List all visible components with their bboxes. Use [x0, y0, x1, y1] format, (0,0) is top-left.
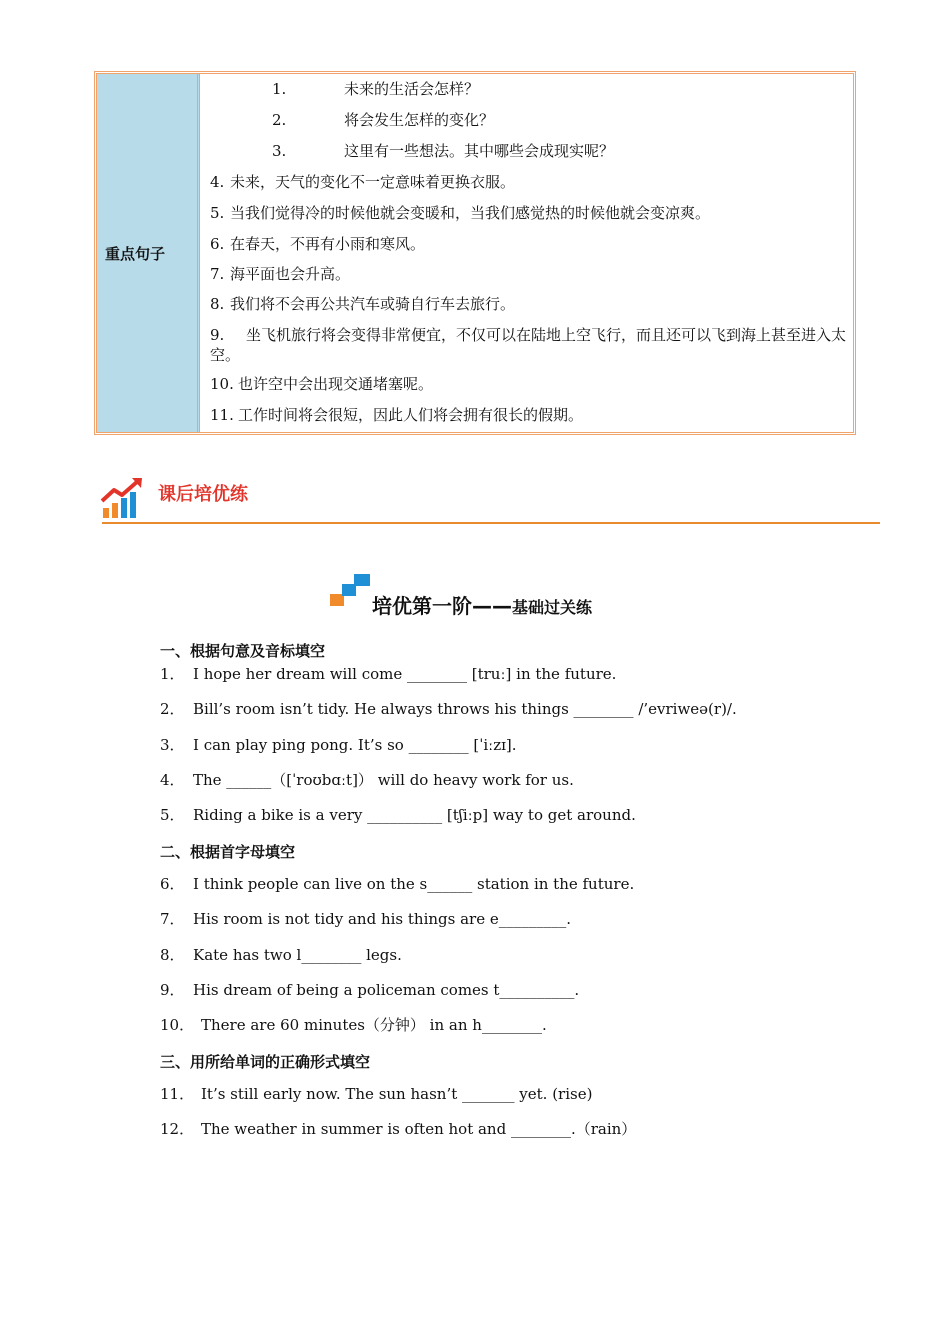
- question: 10． There are 60 minutes（分钟） in an h________.: [160, 1016, 547, 1034]
- key-sentence: 5. 当我们觉得冷的时候他就会变暖和，当我们感觉热的时候他就会变凉爽。: [210, 204, 711, 222]
- stairs-icon: [328, 572, 372, 608]
- key-sentence: 9. 坐飞机旅行将会变得非常便宜，不仅可以在陆地上空飞行，而且还可以飞到海上甚至进入太空。: [210, 326, 847, 364]
- stage-title: 培优第一阶——基础过关练: [372, 594, 593, 618]
- key-sentence: 7. 海平面也会升高。: [210, 265, 351, 283]
- question: 7． His room is not tidy and his things are e_________.: [160, 910, 572, 928]
- key-sentence: 4. 未来，天气的变化不一定意味着更换衣服。: [210, 173, 516, 191]
- key-sentence: 6. 在春天，不再有小雨和寒风。: [210, 235, 426, 253]
- question: 5． Riding a bike is a very __________ [tʃiːp] way to get around.: [160, 806, 636, 824]
- question: 12． The weather in summer is often hot and ________.（rain）: [160, 1120, 637, 1138]
- part-heading: 三、用所给单词的正确形式填空: [160, 1053, 371, 1071]
- section-title: 课后培优练: [158, 484, 248, 505]
- key-sentences-table: [94, 71, 856, 435]
- key-sentence: 8. 我们将不会再公共汽车或骑自行车去旅行。: [210, 295, 516, 313]
- part-heading: 一、根据句意及音标填空: [160, 642, 326, 660]
- key-sentence: 1. 未来的生活会怎样？: [272, 80, 480, 98]
- key-sentence: 2. 将会发生怎样的变化？: [272, 111, 495, 129]
- question: 3． I can play ping pong. It’s so ________ [ˈiːzɪ].: [160, 736, 517, 754]
- question: 2． Bill’s room isn’t tidy. He always throws his things ________ /’evriweə(r)/.: [160, 700, 737, 718]
- question: 11． It’s still early now. The sun hasn’t _______ yet. (rise): [160, 1085, 593, 1103]
- question: 9． His dream of being a policeman comes t__________.: [160, 981, 580, 999]
- section-divider: [102, 522, 880, 524]
- key-sentences-body: [200, 74, 853, 432]
- part-heading: 二、根据首字母填空: [160, 843, 296, 861]
- key-sentence: 3. 这里有一些想法。其中哪些会成现实呢？: [272, 142, 615, 160]
- growth-chart-icon: [100, 476, 148, 520]
- key-sentence: 10. 也许空中会出现交通堵塞呢。: [210, 375, 434, 393]
- key-sentence: 11. 工作时间将会很短，因此人们将会拥有很长的假期。: [210, 406, 584, 424]
- question: 6． I think people can live on the s______ station in the future.: [160, 875, 635, 893]
- question: 1． I hope her dream will come ________ [truː] in the future.: [160, 665, 617, 683]
- question: 4． The ______（[ˈroʊbɑːt]） will do heavy work for us.: [160, 771, 574, 789]
- question: 8． Kate has two l________ legs.: [160, 946, 402, 964]
- key-sentences-label: 重点句子: [97, 74, 200, 432]
